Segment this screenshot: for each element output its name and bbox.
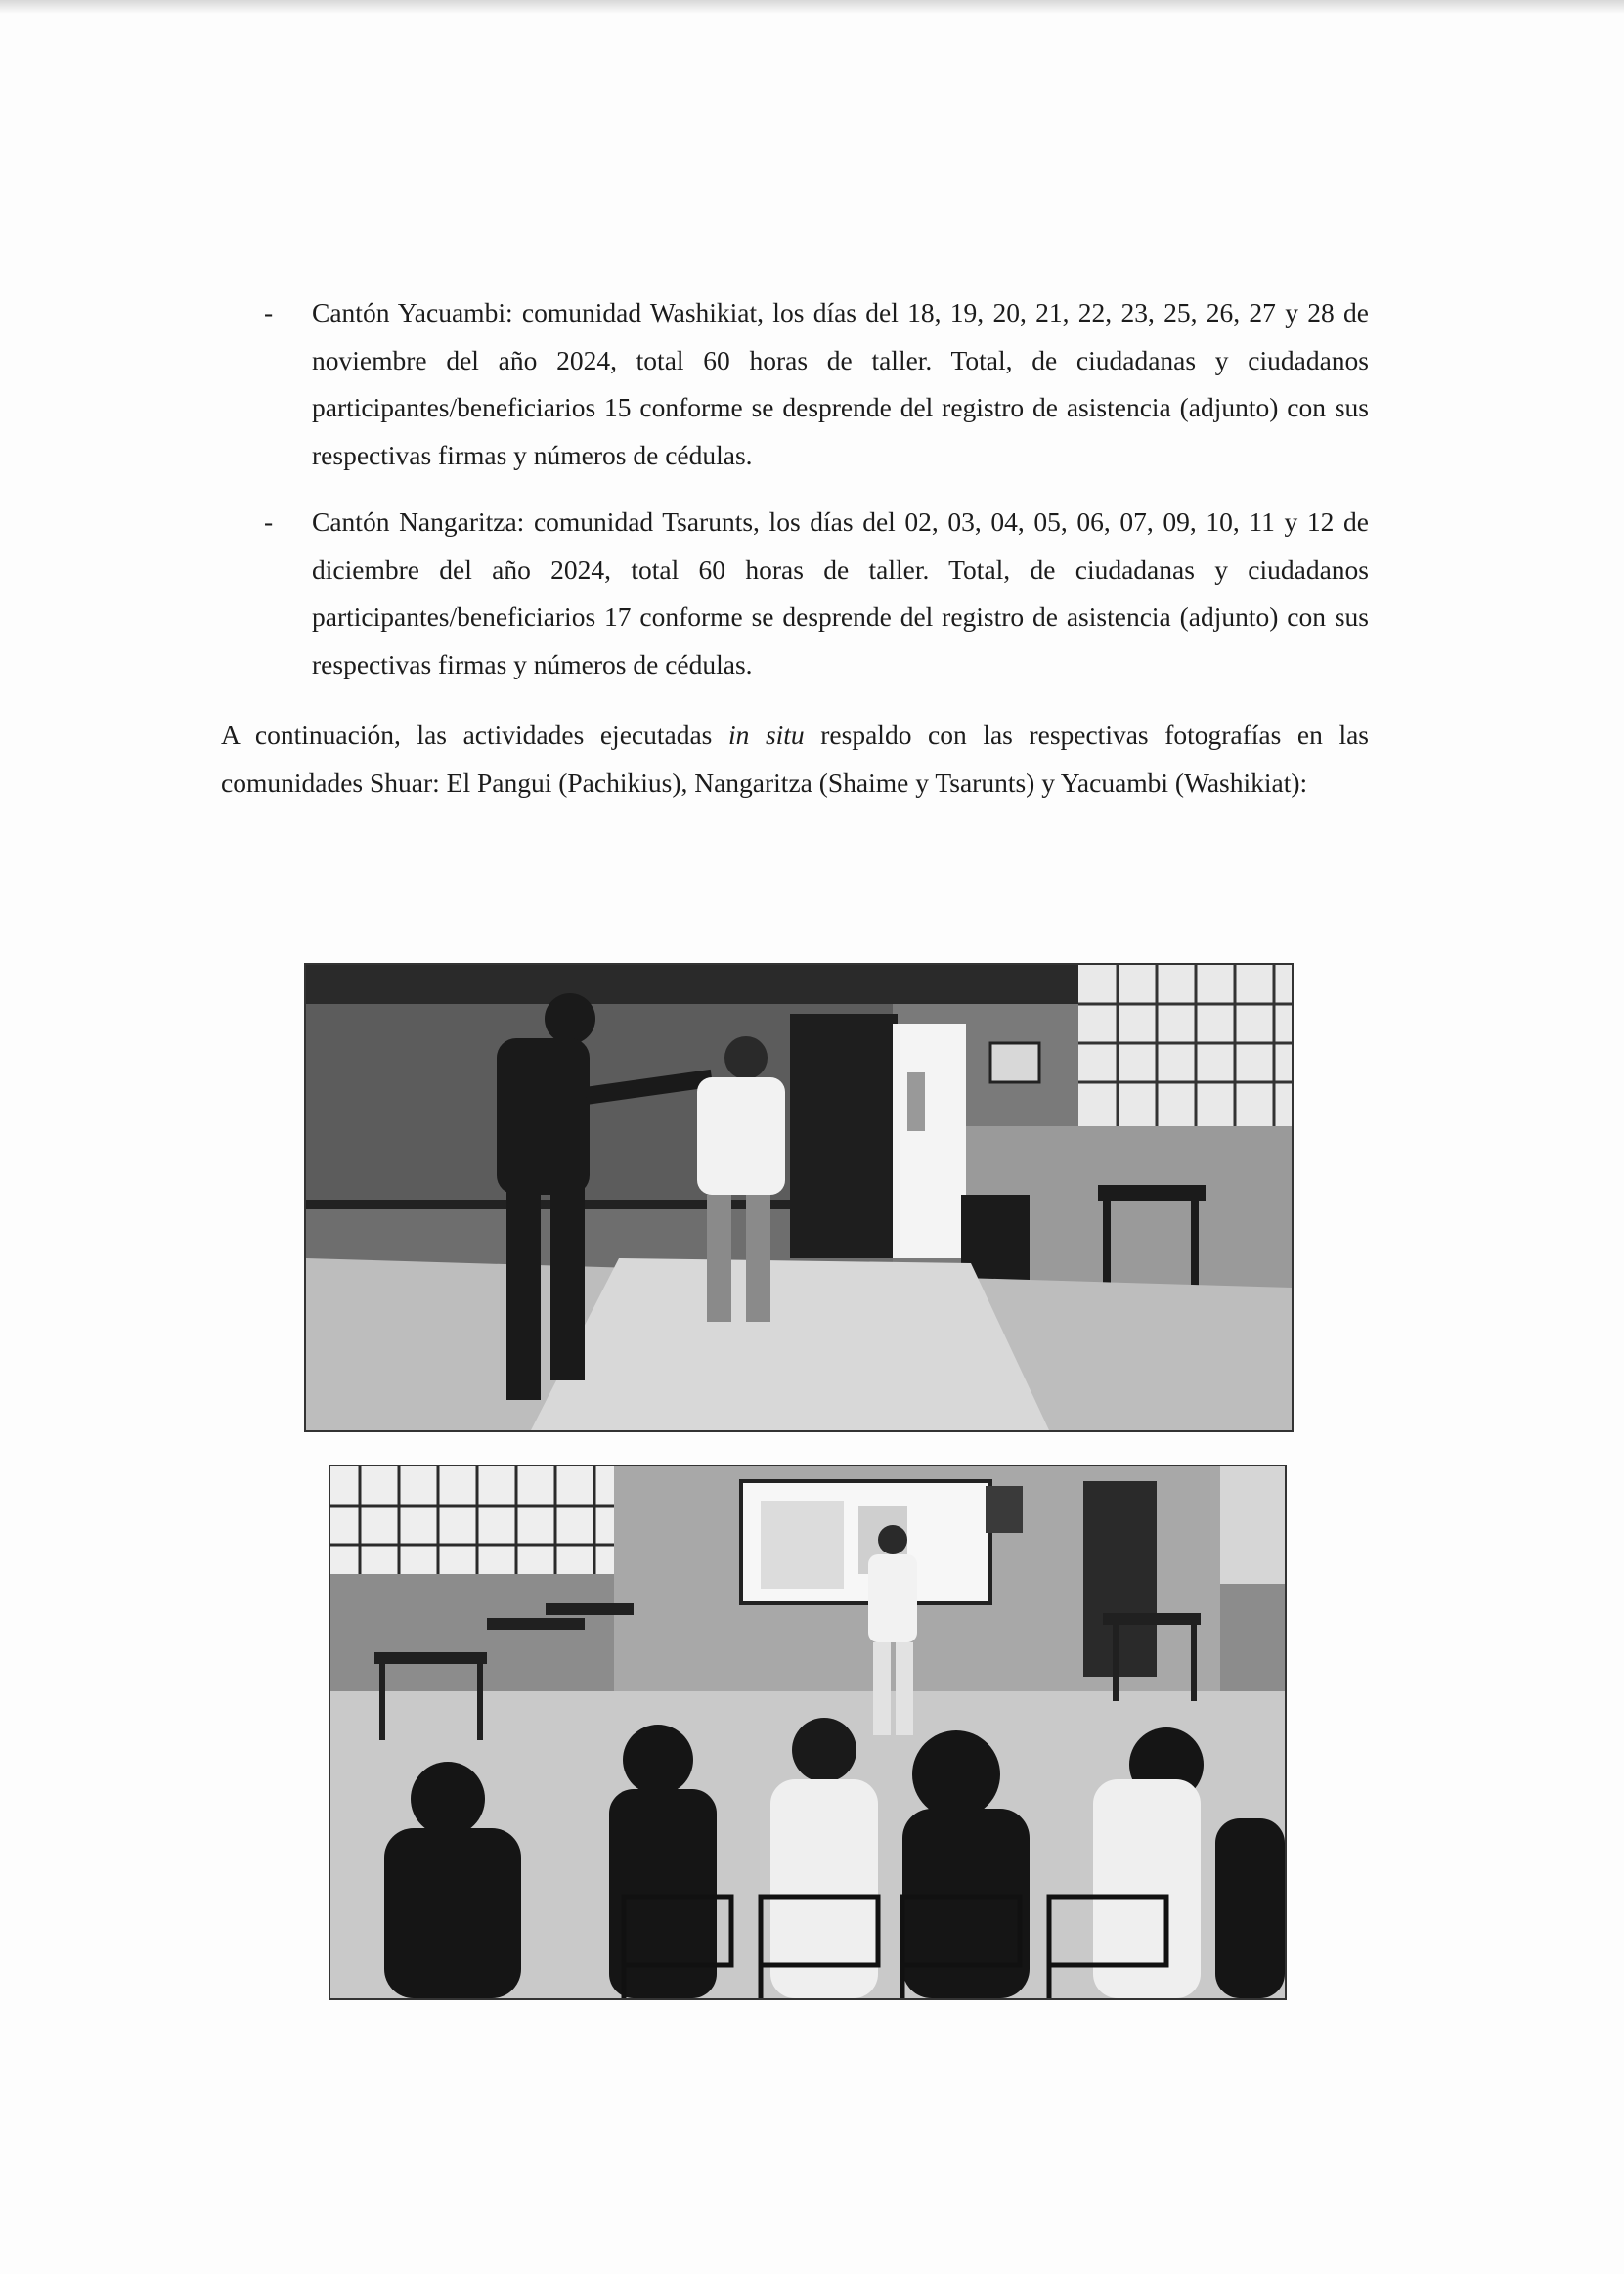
activities-list (221, 289, 1369, 708)
intro-paragraph (221, 712, 1369, 807)
photo-audience (329, 1465, 1287, 2000)
intro-italic: in situ (727, 720, 805, 750)
bullet-marker: - (264, 506, 274, 537)
bullet-marker: - (264, 297, 274, 328)
intro-text-start: A continuación, las actividades ejecutadas (221, 720, 728, 750)
photo-presenters (304, 963, 1294, 1432)
bullet-yacuambi (221, 289, 1369, 479)
bullet-text: Cantón Yacuambi: comunidad Washikiat, los días del 18, 19, 20, 21, 22, 23, 25, 26, 27 y 28 de noviembre del año 2024, total 60 horas de taller. Total, de ciudadanas y ciudadanos participantes/beneficiarios 15 conforme se desprende del registro de asistencia (adjunto) con sus respectivas firmas y números de cédulas. (312, 297, 1369, 470)
intro-text-end: respaldo con las respectivas fotografías en las comunidades Shuar: El Pangui (Pachikius), Nangaritza (Shaime y Tsarunts) y Yacuambi (Washikiat): (221, 720, 1370, 798)
scan-edge (0, 0, 1624, 14)
bullet-nangaritza (221, 499, 1369, 688)
bullet-text: Cantón Nangaritza: comunidad Tsarunts, los días del 02, 03, 04, 05, 06, 07, 09, 10, 11 y 12 de diciembre del año 2024, total 60 horas de taller. Total, de ciudadanas y ciudadanos participantes/beneficiarios 17 conforme se desprende del registro de asistencia (adjunto) con sus respectivas firmas y números de cédulas. (312, 506, 1369, 679)
